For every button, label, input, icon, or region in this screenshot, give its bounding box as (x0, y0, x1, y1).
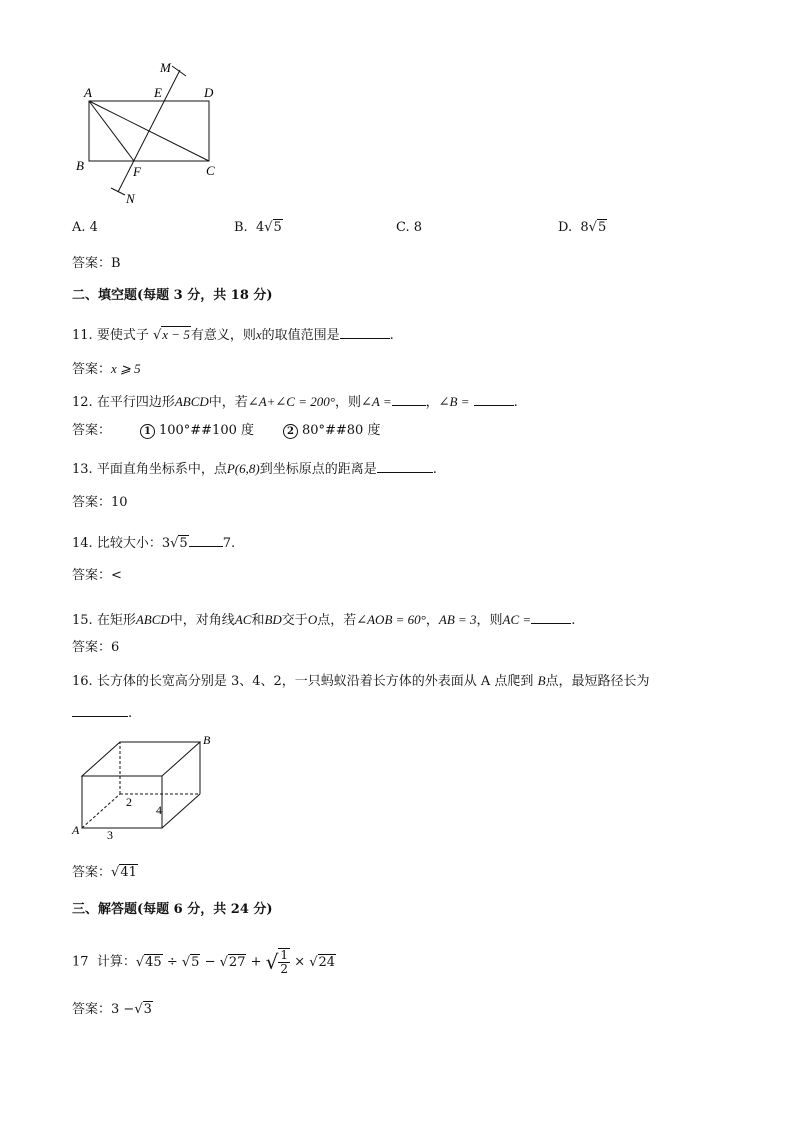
circled-number-2: 2 (283, 424, 298, 439)
label-c: C (206, 163, 215, 178)
question-12: 12. 在平行四边形ABCD中，若∠A+∠C = 200°，则∠A = ，∠B = . (72, 391, 518, 412)
option-d: D. 8√5 (558, 220, 607, 235)
question-16-blank-line: . (72, 702, 132, 723)
sqrt-symbol: √ (111, 865, 120, 880)
q14-answer: 答案：< (72, 568, 122, 583)
question-17: 17 计算：√45 ÷ √5 − √27 + √ $\frac{1}{2}$ × √24 (72, 948, 336, 976)
blank (531, 609, 571, 624)
label-b: B (76, 158, 84, 173)
cuboid-edge (162, 794, 200, 828)
blank (377, 458, 433, 473)
sqrt-symbol: √ (219, 954, 228, 970)
label-b: B (203, 733, 211, 747)
blank (474, 391, 514, 406)
sqrt-symbol: √ (181, 954, 191, 970)
blank (392, 391, 426, 406)
cuboid-front-face (82, 776, 162, 828)
option-a: A. 4 (72, 220, 98, 235)
q13-answer: 答案：10 (72, 495, 128, 510)
label-f: F (133, 164, 141, 179)
sqrt-symbol: √ (135, 954, 145, 970)
question-13: 13. 平面直角坐标系中，点P(6,8)到坐标原点的距离是 . (72, 458, 437, 479)
q12-answer: 答案： 1 100°##100 度 2 80°##80 度 (72, 423, 381, 438)
q17-answer: 答案：3 −√3 (72, 1002, 152, 1017)
option-c: C. 8 (396, 220, 423, 235)
label-a: A (72, 823, 80, 837)
label-length-3: 3 (107, 828, 113, 842)
sqrt-symbol: √ (309, 954, 318, 970)
sqrt-symbol: √ (588, 220, 597, 235)
section-2-heading: 二、填空题(每题 3 分，共 18 分) (72, 288, 273, 303)
q11-answer: 答案：x ⩾ 5 (72, 361, 141, 377)
arc-mark-m (172, 66, 186, 76)
cuboid-top-face (82, 742, 200, 776)
q10-answer: 答案：B (72, 256, 121, 271)
sqrt-symbol: √ (134, 1002, 143, 1017)
label-height-2: 2 (126, 795, 132, 809)
fraction: $\frac{1}{2}$ (280, 948, 289, 976)
section-3-heading: 三、解答题(每题 6 分，共 24 分) (72, 902, 273, 917)
segment-af (89, 101, 134, 161)
question-16: 16. 长方体的长宽高分别是 3、4、2，一只蚂蚁沿着长方体的外表面从 A 点爬到 B点，最短路径长为 (72, 673, 650, 689)
figure-rectangle-fold (0, 0, 794, 215)
option-b: B. 4√5 (234, 220, 282, 235)
sqrt-symbol: √ (152, 328, 162, 343)
label-n: N (126, 191, 135, 206)
label-width-4: 4 (156, 803, 162, 817)
hidden-edge (82, 794, 120, 828)
q15-answer: 答案：6 (72, 640, 120, 655)
circled-number-1: 1 (140, 424, 155, 439)
blank (340, 324, 390, 339)
label-d: D (204, 85, 214, 100)
sqrt-symbol: √ (265, 950, 279, 974)
arc-mark-n (111, 188, 125, 195)
sqrt-symbol: √ (264, 220, 273, 235)
blank (72, 702, 128, 717)
question-11: 11. 要使式子 √x − 5有意义，则x的取值范围是 . (72, 324, 394, 345)
question-14: 14. 比较大小：3√5 7. (72, 532, 235, 553)
label-m: M (160, 60, 171, 75)
blank (189, 532, 223, 547)
figure-cuboid (0, 730, 794, 850)
label-a: A (84, 85, 92, 100)
label-e: E (154, 85, 162, 100)
q16-answer: 答案：√41 (72, 865, 137, 880)
line-mn (118, 70, 180, 192)
question-15: 15. 在矩形ABCD中，对角线AC和BD交于O点，若∠AOB = 60°，AB = 3，则AC = . (72, 609, 575, 630)
sqrt-symbol: √ (170, 536, 179, 551)
